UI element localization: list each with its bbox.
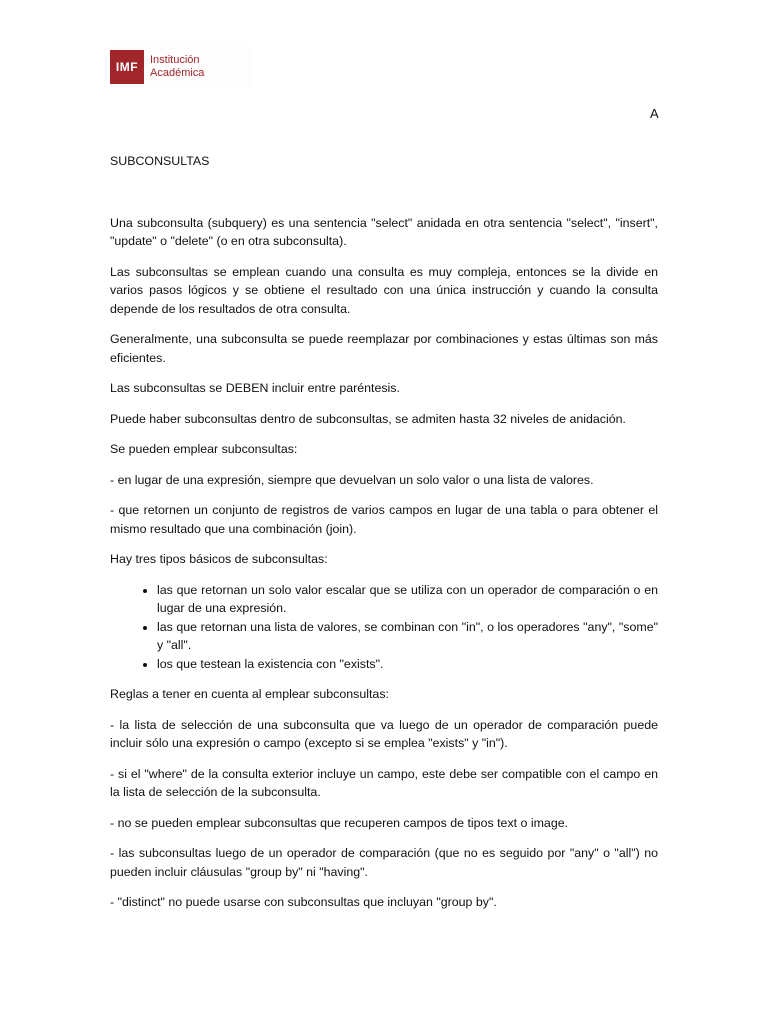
paragraph: Las subconsultas se emplean cuando una consulta es muy compleja, entonces se la divide en varios pasos lógicos y se obtiene el resultado con una única instrucción y cuando la consulta depende de los resultados de otra consulta. [110,264,658,316]
paragraph: - las subconsultas luego de un operador de comparación (que no es seguido por "any" o "all") no pueden incluir cláusulas "group by" ni "having". [110,846,658,879]
list-item: • las que retornan una lista de valores, se combinan con "in", o los operadores "any", "some" y "all". [157,618,658,655]
paragraph: - no se pueden emplear subconsultas que recuperen campos de tipos text o image. [110,815,569,830]
corner-letter: A [650,106,659,121]
bullet-list [110,581,658,674]
logo-mark: IMF [110,50,144,84]
paragraph: Se pueden emplear subconsultas: [110,442,298,456]
paragraph: Una subconsulta (subquery) es una sentencia "select" anidada en otra sentencia "select", "insert", "update" o "delete" (o en otra subconsulta). [110,215,658,248]
paragraph: - si el "where" de la consulta exterior incluye un campo, este debe ser compatible con el campo en la lista de selección de la subconsulta. [110,766,658,799]
paragraph: Hay tres tipos básicos de subconsultas: [110,552,328,566]
paragraph: - la lista de selección de una subconsulta que va luego de un operador de comparación puede incluir sólo una expresión o campo (excepto si se emplea "exists" y "in"). [110,717,658,750]
list-item: • los que testean la existencia con "exists". [157,655,658,674]
logo-text [150,54,204,80]
paragraph: Reglas a tener en cuenta al emplear subconsultas: [110,687,389,701]
document-body [110,152,658,924]
page-title: SUBCONSULTAS [110,154,210,168]
paragraph: - en lugar de una expresión, siempre que devuelvan un solo valor o una lista de valores. [110,472,594,487]
paragraph: Puede haber subconsultas dentro de subconsultas, se admiten hasta 32 niveles de anidación. [110,411,626,426]
paragraph: - que retornen un conjunto de registros de varios campos en lugar de una tabla o para obtener el mismo resultado que una combinación (join). [110,503,658,536]
paragraph: Generalmente, una subconsulta se puede reemplazar por combinaciones y estas últimas son más eficientes. [110,332,658,365]
institution-logo [110,46,250,88]
logo-line-1: Institución [150,54,200,66]
list-item: • las que retornan un solo valor escalar que se utiliza con un operador de comparación o en lugar de una expresión. [157,581,658,618]
logo-line-2: Académica [150,67,205,79]
paragraph: Las subconsultas se DEBEN incluir entre paréntesis. [110,381,400,395]
paragraph: - "distinct" no puede usarse con subconsultas que incluyan "group by". [110,895,497,909]
